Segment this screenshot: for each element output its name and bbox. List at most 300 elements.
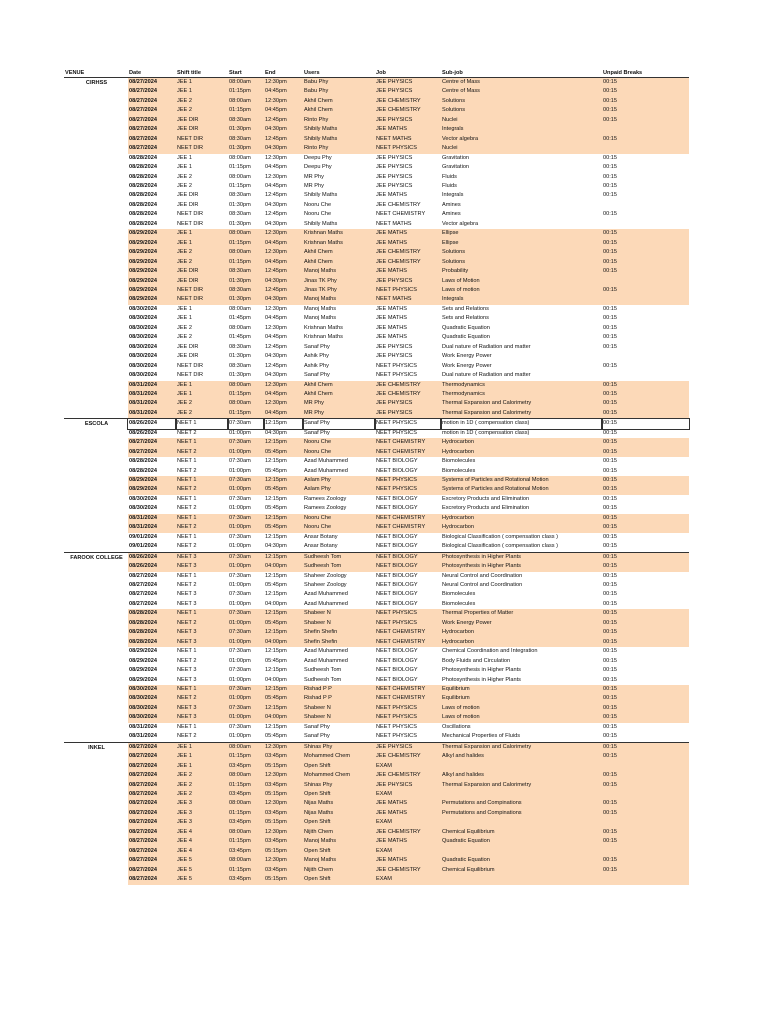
table-row xyxy=(64,572,689,581)
job-cell: JEE CHEMISTRY xyxy=(375,248,441,257)
date-cell: 08/27/2024 xyxy=(128,97,176,106)
unpaid-breaks-cell: 00:15 xyxy=(602,609,689,618)
subjob-cell: Biomolecules xyxy=(442,591,476,598)
start-cell: 08:00am xyxy=(229,324,251,331)
job-cell: JEE CHEMISTRY xyxy=(375,381,441,390)
job-cell: JEE MATHS xyxy=(376,334,407,341)
venue-cell: ESCOLA xyxy=(64,419,128,552)
subjob-cell: Quadratic Equation xyxy=(441,856,602,865)
subjob-cell: Thermal Expansion and Calorimetry xyxy=(441,781,602,790)
end-cell: 04:45pm xyxy=(264,106,303,115)
unpaid-breaks-cell: 00:15 xyxy=(603,182,617,189)
subjob-cell: Excretory Products and Elimination xyxy=(442,505,530,512)
start-cell: 01:30pm xyxy=(228,125,264,134)
job-cell: JEE PHYSICS xyxy=(375,116,441,125)
date-cell: 08/28/2024 xyxy=(128,609,176,618)
users-cell: Krishnan Maths xyxy=(303,229,375,238)
table-row xyxy=(64,762,689,771)
table-row xyxy=(64,685,689,694)
date-cell: 08/30/2024 xyxy=(129,334,157,341)
users-cell: Manoj Maths xyxy=(304,315,337,322)
shift-title-cell: JEE 2 xyxy=(176,106,228,115)
table-row xyxy=(64,581,689,590)
end-cell: 03:45pm xyxy=(264,837,303,846)
subjob-cell: Mechanical Properties of Fluids xyxy=(442,733,521,740)
shift-title-cell: NEET DIR xyxy=(176,144,228,153)
table-row xyxy=(64,533,689,542)
unpaid-breaks-cell: 00:15 xyxy=(602,390,689,399)
start-cell: 01:30pm xyxy=(229,201,251,208)
table-row xyxy=(64,467,689,476)
users-cell: Manoj Maths xyxy=(303,837,375,846)
unpaid-breaks-cell: 00:15 xyxy=(603,591,617,598)
subjob-cell xyxy=(441,762,602,771)
start-cell: 01:30pm xyxy=(229,372,251,379)
unpaid-breaks-cell: 00:15 xyxy=(603,667,617,674)
shift-title-cell: NEET 2 xyxy=(176,619,228,628)
shift-title-cell: JEE 2 xyxy=(176,258,228,267)
start-cell: 01:00pm xyxy=(229,600,251,607)
date-cell: 08/28/2024 xyxy=(129,182,157,189)
start-cell: 08:00am xyxy=(228,742,264,752)
table-row xyxy=(64,514,689,523)
subjob-cell: Photosynthesis in Higher Plants xyxy=(442,676,521,683)
shift-title-cell: JEE 2 xyxy=(176,771,228,780)
end-cell: 12:45pm xyxy=(265,343,287,350)
start-cell: 01:00pm xyxy=(229,505,251,512)
table-row xyxy=(64,390,689,399)
shift-title-cell: JEE 2 xyxy=(176,781,228,790)
header-start: Start xyxy=(228,68,264,78)
users-cell: Akhil Chem xyxy=(303,106,375,115)
job-cell: NEET PHYSICS xyxy=(375,485,441,494)
date-cell: 08/28/2024 xyxy=(129,467,157,474)
start-cell: 08:00am xyxy=(229,154,251,161)
shift-title-cell: JEE 1 xyxy=(177,154,192,161)
table-row xyxy=(64,542,689,552)
users-cell: Azad Muhammed xyxy=(304,648,348,655)
date-cell: 08/26/2024 xyxy=(128,552,176,562)
job-cell: EXAM xyxy=(375,818,441,827)
subjob-cell: Thermal Properties of Matter xyxy=(441,609,602,618)
shift-title-cell: NEET DIR xyxy=(177,211,204,218)
subjob-cell: Chemical Coordination and Integration xyxy=(442,648,538,655)
shift-title-cell: JEE 2 xyxy=(176,97,228,106)
subjob-cell: Biological Classification ( compensation class ) xyxy=(442,543,558,550)
unpaid-breaks-cell: 00:15 xyxy=(602,742,689,752)
start-cell: 08:30am xyxy=(228,286,264,295)
unpaid-breaks-cell: 00:15 xyxy=(602,713,689,722)
job-cell: NEET PHYSICS xyxy=(376,429,417,436)
subjob-cell: Work Energy Power xyxy=(442,362,492,369)
start-cell: 01:15pm xyxy=(228,752,264,761)
shift-title-cell: JEE DIR xyxy=(176,125,228,134)
shift-title-cell: NEET DIR xyxy=(177,372,204,379)
date-cell: 08/28/2024 xyxy=(129,211,157,218)
start-cell: 08:30am xyxy=(228,135,264,144)
date-cell: 08/30/2024 xyxy=(128,704,176,713)
unpaid-breaks-cell: 00:15 xyxy=(602,438,689,447)
unpaid-breaks-cell xyxy=(602,790,689,799)
unpaid-breaks-cell: 00:15 xyxy=(602,781,689,790)
date-cell: 08/31/2024 xyxy=(129,733,157,740)
users-cell: Manoj Maths xyxy=(304,305,337,312)
start-cell: 01:00pm xyxy=(229,543,251,550)
start-cell: 03:45pm xyxy=(228,847,264,856)
unpaid-breaks-cell: 00:15 xyxy=(602,799,689,808)
end-cell: 12:15pm xyxy=(265,591,287,598)
shift-title-cell: JEE 1 xyxy=(176,381,228,390)
job-cell: NEET PHYSICS xyxy=(375,144,441,153)
job-cell: NEET BIOLOGY xyxy=(376,591,418,598)
table-row xyxy=(64,562,689,571)
end-cell: 12:30pm xyxy=(264,248,303,257)
start-cell: 01:45pm xyxy=(229,334,251,341)
shift-title-cell: JEE 4 xyxy=(176,828,228,837)
unpaid-breaks-cell: 00:15 xyxy=(602,97,689,106)
table-row xyxy=(64,694,689,703)
unpaid-breaks-cell: 00:15 xyxy=(603,648,617,655)
table-row xyxy=(64,116,689,125)
subjob-cell: Solutions xyxy=(441,248,602,257)
shift-title-cell: NEET 3 xyxy=(177,600,197,607)
end-cell: 12:30pm xyxy=(265,324,287,331)
start-cell: 01:00pm xyxy=(229,429,251,436)
subjob-cell: Work Energy Power xyxy=(442,353,492,360)
table-row xyxy=(64,619,689,628)
date-cell: 09/01/2024 xyxy=(129,533,157,540)
job-cell: NEET MATHS xyxy=(376,220,412,227)
end-cell: 04:30pm xyxy=(265,220,287,227)
start-cell: 01:00pm xyxy=(228,619,264,628)
users-cell: Sudheesh Tom xyxy=(304,667,342,674)
shift-title-cell: NEET DIR xyxy=(176,295,228,304)
table-row xyxy=(64,457,689,466)
unpaid-breaks-cell: 00:15 xyxy=(602,399,689,408)
job-cell: NEET BIOLOGY xyxy=(376,495,418,502)
start-cell: 07:30am xyxy=(228,552,264,562)
unpaid-breaks-cell: 00:15 xyxy=(602,116,689,125)
users-cell: Jinas TK Phy xyxy=(303,286,375,295)
unpaid-breaks-cell: 00:15 xyxy=(603,572,617,579)
unpaid-breaks-cell: 00:15 xyxy=(602,258,689,267)
table-row xyxy=(64,638,689,647)
venue-cell: FAROOK COLLEGE xyxy=(64,552,128,742)
table-row xyxy=(64,419,689,429)
date-cell: 08/27/2024 xyxy=(129,591,157,598)
table-row xyxy=(64,182,689,191)
date-cell: 08/29/2024 xyxy=(129,667,157,674)
users-cell: Akhil Chem xyxy=(303,248,375,257)
subjob-cell: Fluids xyxy=(442,173,457,180)
start-cell: 07:30am xyxy=(229,458,251,465)
header-row xyxy=(64,68,689,78)
job-cell: EXAM xyxy=(375,762,441,771)
users-cell: Mohammed Chem xyxy=(303,771,375,780)
users-cell: Shibily Maths xyxy=(303,125,375,134)
unpaid-breaks-cell: 00:15 xyxy=(603,211,617,218)
shift-title-cell: NEET 1 xyxy=(176,609,228,618)
header-subjob: Sub-job xyxy=(441,68,602,78)
shift-title-cell: JEE 5 xyxy=(176,875,228,884)
users-cell: Sanaf Phy xyxy=(304,372,330,379)
users-cell: Sanaf Phy xyxy=(304,343,330,350)
start-cell: 01:30pm xyxy=(228,295,264,304)
start-cell: 07:30am xyxy=(228,514,264,523)
shift-title-cell: JEE 3 xyxy=(176,818,228,827)
end-cell: 12:15pm xyxy=(265,648,287,655)
table-row xyxy=(64,343,689,352)
users-cell: Shibily Maths xyxy=(303,135,375,144)
shift-title-cell: NEET 1 xyxy=(177,723,197,730)
date-cell: 08/31/2024 xyxy=(128,514,176,523)
start-cell: 01:15pm xyxy=(228,239,264,248)
job-cell: EXAM xyxy=(375,875,441,884)
job-cell: NEET BIOLOGY xyxy=(376,657,418,664)
job-cell: NEET CHEMISTRY xyxy=(375,438,441,447)
table-row xyxy=(64,504,689,513)
subjob-cell: Nuclei xyxy=(441,116,602,125)
subjob-cell: Laws of Motion xyxy=(441,277,602,286)
end-cell: 12:15pm xyxy=(265,667,287,674)
unpaid-breaks-cell: 00:15 xyxy=(603,600,617,607)
shift-title-cell: NEET 3 xyxy=(177,676,197,683)
start-cell: 01:45pm xyxy=(229,315,251,322)
job-cell: JEE MATHS xyxy=(375,267,441,276)
users-cell: MR Phy xyxy=(303,399,375,408)
job-cell: NEET CHEMISTRY xyxy=(375,514,441,523)
table-row xyxy=(64,78,689,88)
table-row xyxy=(64,248,689,257)
end-cell: 05:15pm xyxy=(264,790,303,799)
shift-title-cell: JEE 1 xyxy=(176,752,228,761)
users-cell: Rinto Phy xyxy=(303,116,375,125)
job-cell: JEE PHYSICS xyxy=(376,164,413,171)
unpaid-breaks-cell: 00:15 xyxy=(602,771,689,780)
table-row xyxy=(64,381,689,390)
job-cell: NEET CHEMISTRY xyxy=(375,628,441,637)
start-cell: 01:00pm xyxy=(229,582,251,589)
unpaid-breaks-cell xyxy=(602,371,689,380)
date-cell: 08/29/2024 xyxy=(128,229,176,238)
date-cell: 08/29/2024 xyxy=(128,267,176,276)
end-cell: 04:45pm xyxy=(264,87,303,96)
table-row xyxy=(64,333,689,342)
date-cell: 08/30/2024 xyxy=(129,372,157,379)
venue-cell: CIRHSS xyxy=(64,78,128,419)
start-cell: 01:00pm xyxy=(228,694,264,703)
users-cell: MR Phy xyxy=(304,182,324,189)
shift-title-cell: NEET 2 xyxy=(177,467,197,474)
unpaid-breaks-cell: 00:15 xyxy=(602,87,689,96)
start-cell: 08:00am xyxy=(228,856,264,865)
end-cell: 12:15pm xyxy=(265,723,287,730)
start-cell: 08:00am xyxy=(229,173,251,180)
job-cell: NEET PHYSICS xyxy=(375,704,441,713)
date-cell: 08/28/2024 xyxy=(129,458,157,465)
subjob-cell: Vector algebra xyxy=(442,220,479,227)
users-cell: Manoj Maths xyxy=(303,295,375,304)
start-cell: 01:00pm xyxy=(228,485,264,494)
end-cell: 12:15pm xyxy=(264,685,303,694)
job-cell: JEE PHYSICS xyxy=(375,742,441,752)
shift-title-cell: JEE DIR xyxy=(176,116,228,125)
end-cell: 04:45pm xyxy=(265,182,287,189)
users-cell: Open Shift xyxy=(303,818,375,827)
start-cell: 07:30am xyxy=(229,533,251,540)
table-row xyxy=(64,732,689,742)
date-cell: 08/31/2024 xyxy=(128,390,176,399)
users-cell: Ansar Botany xyxy=(304,543,338,550)
start-cell: 01:00pm xyxy=(229,676,251,683)
job-cell: NEET CHEMISTRY xyxy=(376,211,426,218)
start-cell: 08:00am xyxy=(228,97,264,106)
table-row xyxy=(64,552,689,562)
unpaid-breaks-cell: 00:15 xyxy=(602,866,689,875)
users-cell: Ashik Phy xyxy=(304,362,329,369)
subjob-cell: Gravitation xyxy=(442,154,470,161)
start-cell: 01:15pm xyxy=(228,106,264,115)
users-cell: Ramees Zoology xyxy=(304,505,347,512)
date-cell: 08/27/2024 xyxy=(128,856,176,865)
users-cell: Sudheesh Tom xyxy=(303,562,375,571)
date-cell: 08/30/2024 xyxy=(129,505,157,512)
unpaid-breaks-cell: 00:15 xyxy=(603,505,617,512)
job-cell: JEE PHYSICS xyxy=(376,182,413,189)
header-job: Job xyxy=(375,68,441,78)
job-cell: NEET BIOLOGY xyxy=(376,582,418,589)
subjob-cell: Hydrocarbon xyxy=(441,523,602,532)
unpaid-breaks-cell: 00:15 xyxy=(602,752,689,761)
date-cell: 08/26/2024 xyxy=(128,419,176,429)
schedule-body xyxy=(64,78,689,885)
job-cell: JEE PHYSICS xyxy=(375,409,441,419)
unpaid-breaks-cell: 00:15 xyxy=(603,343,617,350)
job-cell: NEET PHYSICS xyxy=(376,723,417,730)
shift-title-cell: NEET 1 xyxy=(176,438,228,447)
shift-title-cell: NEET 2 xyxy=(177,733,197,740)
shift-title-cell: NEET 1 xyxy=(177,495,197,502)
end-cell: 04:00pm xyxy=(264,713,303,722)
table-row xyxy=(64,305,689,314)
shift-title-cell: NEET 2 xyxy=(176,694,228,703)
subjob-cell: Alkyl and halides xyxy=(441,771,602,780)
table-row xyxy=(64,628,689,637)
job-cell: JEE CHEMISTRY xyxy=(375,752,441,761)
job-cell: JEE CHEMISTRY xyxy=(375,97,441,106)
unpaid-breaks-cell: 00:15 xyxy=(602,135,689,144)
job-cell: JEE CHEMISTRY xyxy=(375,828,441,837)
header-unpaid-breaks: Unpaid Breaks xyxy=(602,68,689,78)
job-cell: JEE MATHS xyxy=(376,324,407,331)
job-cell: NEET PHYSICS xyxy=(376,372,417,379)
unpaid-breaks-cell: 00:15 xyxy=(603,676,617,683)
table-row xyxy=(64,523,689,532)
shift-title-cell: NEET 2 xyxy=(176,523,228,532)
table-row xyxy=(64,324,689,333)
end-cell: 12:30pm xyxy=(265,173,287,180)
unpaid-breaks-cell: 00:15 xyxy=(602,485,689,494)
job-cell: NEET BIOLOGY xyxy=(376,572,418,579)
job-cell: JEE MATHS xyxy=(376,315,407,322)
date-cell: 08/28/2024 xyxy=(129,154,157,161)
date-cell: 08/30/2024 xyxy=(129,324,157,331)
job-cell: NEET PHYSICS xyxy=(375,619,441,628)
subjob-cell: Hydrocarbon xyxy=(441,628,602,637)
job-cell: NEET BIOLOGY xyxy=(375,552,441,562)
end-cell: 12:45pm xyxy=(264,267,303,276)
start-cell: 08:00am xyxy=(228,229,264,238)
subjob-cell: Permutations and Compinations xyxy=(441,809,602,818)
shift-title-cell: JEE 2 xyxy=(177,334,192,341)
shift-title-cell: NEET 2 xyxy=(177,582,197,589)
start-cell: 01:15pm xyxy=(229,164,251,171)
shift-title-cell: NEET 3 xyxy=(176,638,228,647)
subjob-cell: Thermodynamics xyxy=(441,390,602,399)
date-cell: 08/26/2024 xyxy=(128,562,176,571)
unpaid-breaks-cell: 00:15 xyxy=(602,248,689,257)
end-cell: 05:45pm xyxy=(265,733,287,740)
table-row xyxy=(64,495,689,504)
end-cell: 05:45pm xyxy=(264,619,303,628)
table-row xyxy=(64,657,689,666)
table-row xyxy=(64,713,689,722)
end-cell: 04:30pm xyxy=(264,144,303,153)
shift-title-cell: JEE 5 xyxy=(176,856,228,865)
unpaid-breaks-cell: 00:15 xyxy=(602,619,689,628)
table-row xyxy=(64,106,689,115)
job-cell: NEET CHEMISTRY xyxy=(375,638,441,647)
subjob-cell: Integrals xyxy=(441,125,602,134)
start-cell: 01:15pm xyxy=(228,809,264,818)
subjob-cell: Thermal Expansion and Calorimetry xyxy=(441,742,602,752)
start-cell: 01:00pm xyxy=(228,713,264,722)
unpaid-breaks-cell: 00:15 xyxy=(602,381,689,390)
table-row xyxy=(64,210,689,219)
table-row xyxy=(64,429,689,438)
users-cell: Nijith Chem xyxy=(303,866,375,875)
shift-title-cell: JEE DIR xyxy=(176,277,228,286)
shift-title-cell: JEE 2 xyxy=(177,173,192,180)
end-cell: 04:00pm xyxy=(265,600,287,607)
unpaid-breaks-cell: 00:15 xyxy=(603,164,617,171)
users-cell: Sanaf Phy xyxy=(304,429,330,436)
unpaid-breaks-cell: 00:15 xyxy=(602,267,689,276)
job-cell: NEET BIOLOGY xyxy=(376,505,418,512)
unpaid-breaks-cell: 00:15 xyxy=(603,334,617,341)
date-cell: 08/27/2024 xyxy=(129,582,157,589)
users-cell: Sanaf Phy xyxy=(303,419,375,429)
users-cell: Nooru Che xyxy=(304,201,332,208)
end-cell: 04:45pm xyxy=(264,239,303,248)
table-row xyxy=(64,704,689,713)
end-cell: 12:45pm xyxy=(265,192,287,199)
table-row xyxy=(64,476,689,485)
end-cell: 05:15pm xyxy=(264,847,303,856)
table-row xyxy=(64,267,689,276)
date-cell: 08/27/2024 xyxy=(128,790,176,799)
end-cell: 04:30pm xyxy=(265,201,287,208)
date-cell: 08/29/2024 xyxy=(128,248,176,257)
shift-title-cell: JEE 1 xyxy=(177,305,192,312)
table-row xyxy=(64,485,689,494)
job-cell: JEE MATHS xyxy=(375,125,441,134)
start-cell: 07:30am xyxy=(229,648,251,655)
end-cell: 12:15pm xyxy=(264,514,303,523)
job-cell: NEET BIOLOGY xyxy=(376,600,418,607)
subjob-cell: Hydrocarbon xyxy=(441,638,602,647)
job-cell: NEET MATHS xyxy=(375,135,441,144)
